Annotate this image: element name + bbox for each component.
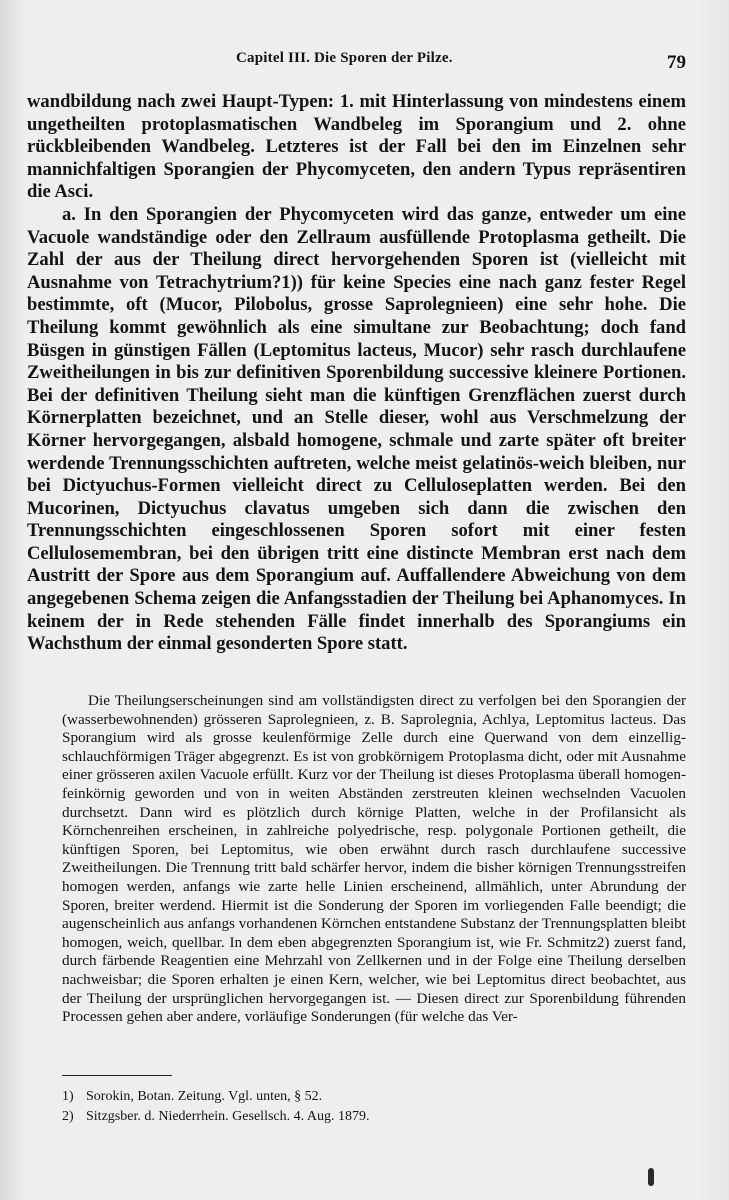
main-text [27, 91, 686, 656]
footnote [62, 1087, 622, 1107]
running-head: Capitel III. Die Sporen der Pilze. [236, 50, 453, 66]
small-print-section [62, 692, 686, 1027]
footnote [62, 1107, 622, 1127]
paragraph: Die Theilungserscheinungen sind am vollständigsten direct zu verfolgen bei den Sporangien der (wasserbewohnenden) grösseren Saprolegnieen, z. B. Saprolegnia, Achlya, Leptomitus lacteus. Das Sporangium wird als grosse keulenförmige Zelle durch eine Querwand von dem einzellig-schlauchförmigen Träger abgegrenzt. Es ist von grobkörnigem Protoplasma dicht, oder mit Ausnahme einer grösseren axilen Vacuole erfüllt. Kurz vor der Theilung ist dieses Protoplasma überall homogen-feinkörnig geworden und von in weiten Abständen zerstreuten kleinen wechselnden Vacuolen durchsetzt. Dann wird es plötzlich durch körnige Platten, welche in der Profilansicht als Körnchenreihen erscheinen, in zahlreiche polyedrische, resp. polygonale Portionen getheilt, die künftigen Sporen, bei Leptomitus, wie oben erwähnt durch rasch durchlaufene successive Zweitheilungen. Die Trennung tritt bald schärfer hervor, indem die bisher körnigen Trennungsstreifen homogen werden, anfangs wie zarte helle Linien erscheinend, allmählich, unter Abrundung der Sporen, breiter werdend. Hiermit ist die Sonderung der Sporen im vorliegenden Falle beendigt; die augenscheinlich aus anfangs vorhandenen Körnchen entstandene Substanz der Trennungsplatten bleibt homogen, weich, quellbar. In dem eben abgegrenzten Sporangium ist, wie Fr. Schmitz2) zuerst fand, durch färbende Reagentien eine Mehrzahl von Zellkernen und in der Folge eine Theilung derselben nachweisbar; die Sporen erhalten je einen Kern, welcher, wie bei Leptomitus direct beobachtet, aus der Theilung der ursprünglichen hervorgegangen ist. — Diesen direct zur Sporenbildung führenden Processen gehen aber andere, vorläufige Sonderungen (für welche das Ver- [62, 692, 686, 1026]
footnote-text: Sorokin, Botan. Zeitung. Vgl. unten, § 52. [86, 1089, 323, 1104]
footnotes [62, 1087, 622, 1127]
footnote-number: 2) [62, 1109, 74, 1124]
footnote-divider [62, 1075, 172, 1076]
footnote-number: 1) [62, 1089, 74, 1104]
scan-artifact [648, 1168, 654, 1186]
page-number: 79 [667, 52, 686, 73]
page-header [236, 48, 686, 72]
footnote-text: Sitzgsber. d. Niederrhein. Gesellsch. 4. Aug. 1879. [86, 1109, 370, 1124]
paragraph: wandbildung nach zwei Haupt-Typen: 1. mit Hinterlassung von mindestens einem ungetheilten protoplasmatischen Wandbeleg im Sporangium und 2. ohne rückbleibenden Wandbeleg. Letzteres ist der Fall bei den im Einzelnen sehr mannichfaltigen Sporangien der Phycomyceten, den andern Typus repräsentiren die Asci. [27, 91, 686, 203]
paragraph: a. In den Sporangien der Phycomyceten wird das ganze, entweder um eine Vacuole wandständige oder den Zellraum ausfüllende Protoplasma getheilt. Die Zahl der aus der Theilung direct hervorgehenden Sporen ist (vielleicht mit Ausnahme von Tetrachytrium?1)) für keine Species eine nach ganz fester Regel bestimmte, oft (Mucor, Pilobolus, grosse Saprolegnieen) eine sehr hohe. Die Theilung kommt gewöhnlich als eine simultane zur Beobachtung; doch fand Büsgen in günstigen Fällen (Leptomitus lacteus, Mucor) sehr rasch durchlaufene Zweitheilungen in bis zur definitiven Sporenbildung successive kleinere Portionen. Bei der definitiven Theilung sieht man die künftigen Grenzflächen zuerst durch Körnerplatten bezeichnet, und an Stelle dieser, wohl aus Verschmelzung der Körner hervorgegangen, alsbald homogene, schmale und zarte später oft breiter werdende Trennungsschichten auftreten, welche meist gelatinös-weich bleiben, nur bei Dictyuchus-Formen vielleicht direct zu Celluloseplatten werden. Bei den Mucorinen, Dictyuchus clavatus umgeben sich dann die zwischen den Trennungsschichten eingeschlossenen Sporen sofort mit einer festen Cellulosemembran, bei den übrigen tritt eine distincte Membran erst nach dem Austritt der Spore aus dem Sporangium auf. Auffallendere Abweichung von dem angegebenen Schema zeigen die Anfangsstadien der Theilung bei Aphanomyces. In keinem der in Rede stehenden Fälle findet innerhalb des Sporangiums ein Wachsthum der einmal gesonderten Spore statt. [27, 203, 686, 655]
